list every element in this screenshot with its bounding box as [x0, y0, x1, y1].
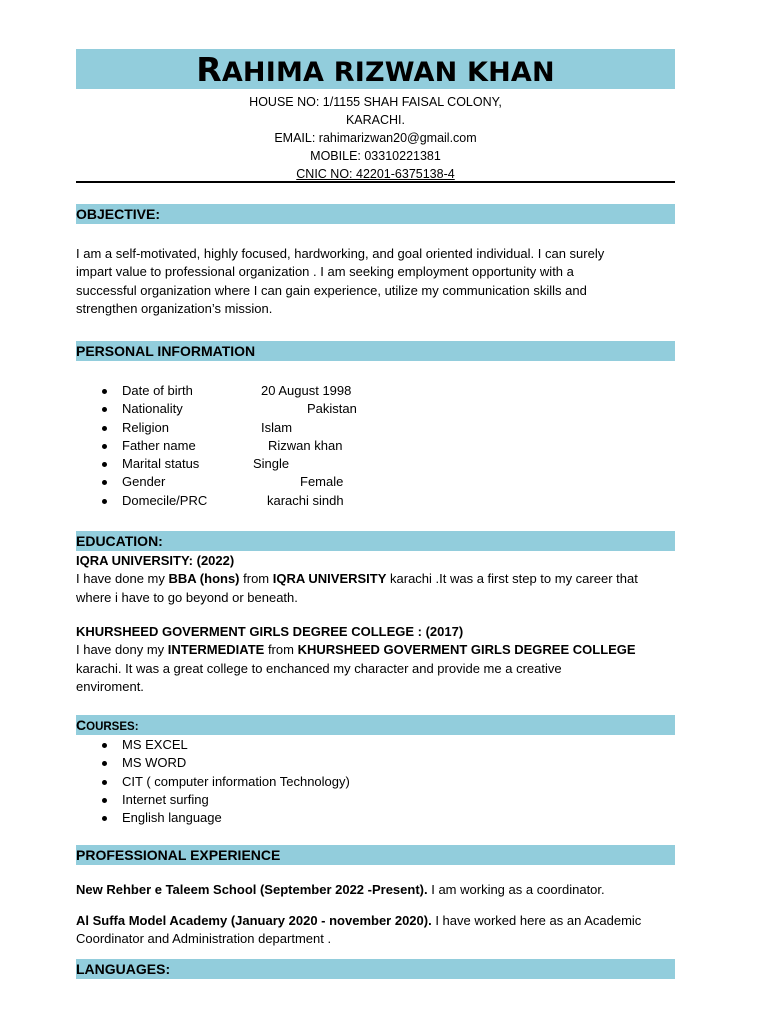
- institution-name: KHURSHEED GOVERMENT GIRLS DEGREE COLLEGE: [297, 642, 636, 658]
- objective-text: [76, 245, 676, 318]
- name-rest: AHIMA RIZWAN KHAN: [221, 57, 555, 88]
- list-item: [76, 382, 676, 400]
- info-value: Islam: [261, 419, 293, 435]
- courses-list: [76, 736, 676, 827]
- course-name: English language: [122, 810, 222, 826]
- objective-line: successful organization where I can gain experience, utilize my communication skills and: [76, 282, 587, 298]
- degree-name: INTERMEDIATE: [167, 642, 265, 658]
- education-heading: KHURSHEED GOVERMENT GIRLS DEGREE COLLEGE : (2017): [76, 624, 464, 639]
- info-label: Gender: [122, 474, 166, 490]
- address-line-2: KARACHI.: [345, 113, 406, 127]
- institution-name: IQRA UNIVERSITY: [272, 571, 387, 587]
- education-heading: IQRA UNIVERSITY: (2022): [76, 553, 235, 568]
- text-run: I have dony my: [76, 642, 168, 658]
- list-item: [76, 419, 676, 437]
- name-initial: R: [196, 50, 222, 89]
- education-header: [76, 531, 675, 551]
- education-text: enviroment.: [76, 678, 144, 694]
- objective-title: OBJECTIVE:: [76, 206, 161, 222]
- address-line-1: HOUSE NO: 1/1155 SHAH FAISAL COLONY,: [249, 95, 502, 109]
- list-item: [76, 754, 676, 772]
- bullet-icon: [102, 389, 107, 394]
- text-run: from: [264, 642, 298, 658]
- header-divider: [76, 181, 675, 183]
- title-rest: OURSES:: [86, 721, 139, 733]
- bullet-icon: [102, 761, 107, 766]
- name-banner: [76, 49, 675, 89]
- info-value: Rizwan khan: [268, 437, 343, 453]
- list-item: [76, 809, 676, 827]
- education-text: [76, 570, 676, 588]
- courses-header: [76, 715, 675, 735]
- personal-info-header: [76, 341, 675, 361]
- course-name: Internet surfing: [122, 791, 209, 807]
- bullet-icon: [102, 426, 107, 431]
- info-value: Female: [300, 474, 344, 490]
- course-name: MS EXCEL: [122, 737, 188, 752]
- list-item: [76, 791, 676, 809]
- experience-line: [76, 912, 676, 930]
- objective-header: [76, 204, 675, 224]
- objective-line: I am a self-motivated, highly focused, hardworking, and goal oriented individual. I can surely: [76, 246, 605, 261]
- list-item: [76, 455, 676, 473]
- list-item: [76, 492, 676, 510]
- candidate-name: [196, 50, 555, 89]
- title-initial: C: [76, 717, 87, 733]
- course-name: MS WORD: [122, 755, 187, 771]
- employer-name: New Rehber e Taleem School (September 2022 -Present).: [76, 882, 428, 897]
- education-entry-1: [76, 552, 676, 607]
- cnic: CNIC NO: 42201-6375138-4: [296, 167, 455, 181]
- employer-name: Al Suffa Model Academy (January 2020 - november 2020).: [76, 913, 432, 928]
- education-text: where i have to go beyond or beneath.: [76, 589, 298, 605]
- experience-text: I am working as a coordinator.: [427, 882, 605, 897]
- bullet-icon: [102, 480, 107, 485]
- education-text: karachi. It was a great college to enchanced my character and provide me a creative: [76, 660, 562, 676]
- info-label: Religion: [122, 419, 169, 435]
- bullet-icon: [102, 816, 107, 821]
- bullet-icon: [102, 798, 107, 803]
- text-run: I have done my: [76, 571, 169, 587]
- text-run: from: [239, 571, 273, 587]
- experience-entry-1: [76, 881, 676, 899]
- contact-block: [76, 93, 675, 183]
- info-label: Marital status: [122, 456, 200, 472]
- text-run: karachi .It was a first step to my career that: [386, 571, 638, 587]
- email: EMAIL: rahimarizwan20@gmail.com: [274, 131, 477, 145]
- bullet-icon: [102, 743, 107, 748]
- experience-header: [76, 845, 675, 865]
- courses-title: [76, 717, 139, 733]
- info-value: Pakistan: [307, 401, 357, 417]
- languages-title: LANGUAGES:: [76, 961, 171, 977]
- info-label: Nationality: [122, 401, 183, 417]
- objective-line: strengthen organization’s mission.: [76, 300, 273, 316]
- bullet-icon: [102, 780, 107, 785]
- list-item: [76, 473, 676, 491]
- bullet-icon: [102, 444, 107, 449]
- course-name: CIT ( computer information Technology): [122, 773, 350, 789]
- list-item: [76, 437, 676, 455]
- education-text: [76, 641, 676, 659]
- education-entry-2: [76, 623, 676, 696]
- list-item: [76, 736, 676, 754]
- info-label: Domecile/PRC: [122, 492, 208, 508]
- experience-text: I have worked here as an Academic: [431, 913, 642, 928]
- degree-name: BBA (hons): [168, 571, 240, 587]
- info-value: 20 August 1998: [261, 383, 352, 398]
- list-item: [76, 773, 676, 791]
- info-label: Date of birth: [122, 383, 193, 398]
- mobile: MOBILE: 03310221381: [310, 149, 441, 163]
- info-label: Father name: [122, 437, 196, 453]
- info-value: karachi sindh: [267, 492, 344, 508]
- languages-header: [76, 959, 675, 979]
- bullet-icon: [102, 499, 107, 504]
- experience-text: Coordinator and Administration department .: [76, 931, 332, 947]
- education-title: EDUCATION:: [76, 533, 163, 549]
- experience-title: PROFESSIONAL EXPERIENCE: [76, 847, 281, 863]
- objective-line: impart value to professional organization . I am seeking employment opportunity with a: [76, 264, 574, 280]
- experience-entry-2: [76, 912, 676, 949]
- info-value: Single: [253, 456, 290, 472]
- list-item: [76, 400, 676, 418]
- bullet-icon: [102, 407, 107, 412]
- personal-info-list: [76, 382, 676, 510]
- bullet-icon: [102, 462, 107, 467]
- personal-info-title: PERSONAL INFORMATION: [76, 343, 256, 359]
